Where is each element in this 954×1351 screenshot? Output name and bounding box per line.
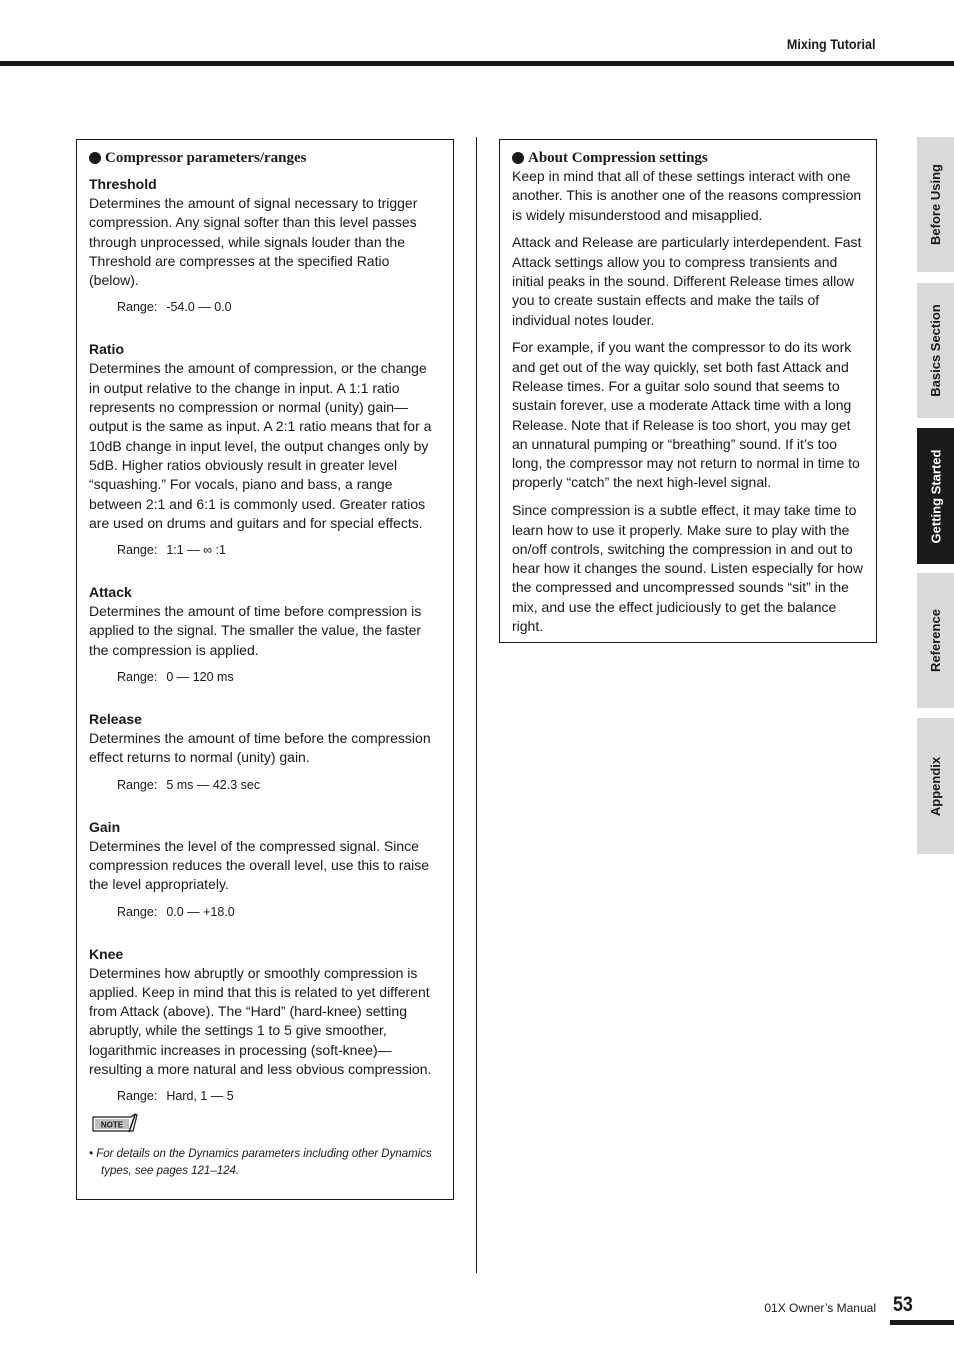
range-label: Range:	[117, 904, 158, 919]
range-value: -54.0 — 0.0	[166, 300, 232, 315]
tab-label: Appendix	[928, 756, 944, 816]
range-label: Range:	[117, 300, 158, 315]
footer-rule	[890, 1320, 954, 1325]
param-description: Determines the amount of time before the compression effect returns to normal (unity) gain.	[89, 730, 431, 766]
param-release	[89, 710, 441, 793]
note-text: • For details on the Dynamics parameters including other Dynamics types, see pages 121–124.	[89, 1148, 432, 1178]
param-attack	[89, 583, 441, 685]
param-description: Determines the amount of signal necessary to trigger compression. Any signal softer than this level passes through unprocessed, while signals louder than the Threshold are compresses at the specified Ratio (below).	[89, 195, 418, 289]
page-header-title: Mixing Tutorial	[787, 36, 876, 52]
tab-before-using[interactable]	[917, 137, 954, 272]
tab-getting-started[interactable]	[917, 428, 954, 564]
param-name: Release	[89, 711, 142, 728]
param-range	[117, 299, 441, 315]
range-value: 5 ms — 42.3 sec	[166, 777, 261, 792]
range-label: Range:	[117, 1089, 158, 1104]
note-label: NOTE	[100, 1120, 124, 1130]
param-gain	[89, 818, 441, 920]
param-range	[117, 904, 441, 920]
tab-label: Reference	[928, 609, 943, 672]
param-range	[117, 542, 441, 558]
note-icon	[91, 1112, 139, 1136]
param-name: Attack	[89, 584, 132, 601]
range-value: Hard, 1 — 5	[166, 1089, 234, 1104]
range-label: Range:	[117, 543, 158, 558]
param-ratio	[89, 340, 441, 558]
section-title-text: About Compression settings	[528, 150, 708, 166]
bullet-icon	[512, 152, 524, 164]
paragraph: For example, if you want the compressor to do its work and get out of the way quickly, set both fast Attack and Release times. For a guitar solo sound that seems to sustain forever, use a moderate Attack time with a long Release. Note that if Release is too short, you may get an unnatural pumping or “breathing” sound. If it’s too long, the compressor may not return to normal in time to properly “catch” the next high-level signal.	[512, 339, 860, 491]
tab-reference[interactable]	[917, 573, 954, 708]
bullet-icon	[89, 152, 101, 164]
section-title	[89, 149, 441, 167]
param-description: Determines the amount of time before compression is applied to the signal. The smaller the value, the faster the compression is applied.	[89, 603, 422, 658]
param-name: Ratio	[89, 341, 124, 358]
paragraph: Keep in mind that all of these settings interact with one another. This is another one of the reasons compression is widely misunderstood and misapplied.	[512, 168, 862, 223]
tab-appendix[interactable]	[917, 718, 954, 854]
param-description: Determines the amount of compression, or the change in output relative to the change in input. A 1:1 ratio represents no compression or normal (unity) gain—output is the same as input. A 2:1 ratio means that for a 10dB change in input level, the output changes only by 5dB. Higher ratios obviously result in greater level “squashing.” For vocals, piano and bass, a range between 2:1 and 6:1 is commonly used. Greater ratios are used on drums and guitars and for special effects.	[89, 360, 432, 531]
compression-settings-box	[499, 139, 877, 643]
paragraph: Since compression is a subtle effect, it may take time to learn how to use it properly. Make sure to play with the on/off controls, switching the compression in and out to hear how it changes the sound. Listen especially for how the compressed and uncompressed sounds “sit” in the mix, and use the effect judiciously to get the balance right.	[512, 502, 863, 635]
param-range	[117, 1088, 441, 1104]
param-range	[117, 777, 441, 793]
paragraph: Attack and Release are particularly interdependent. Fast Attack settings allow you to compress transients and initial peaks in the sound. Different Release times allow you to create sustain effects and make the tails of individual notes louder.	[512, 234, 862, 328]
param-name: Gain	[89, 818, 121, 835]
param-description: Determines the level of the compressed signal. Since compression reduces the overall level, use this to raise the level appropriately.	[89, 837, 430, 893]
page-number: 53	[893, 1293, 913, 1316]
tab-label: Before Using	[928, 164, 943, 245]
section-title-text: Compressor parameters/ranges	[105, 150, 307, 166]
tab-basics-section[interactable]	[917, 283, 954, 418]
param-knee	[89, 945, 441, 1105]
param-name: Threshold	[89, 176, 157, 192]
range-value: 1:1 — ∞ :1	[166, 543, 226, 558]
range-value: 0 — 120 ms	[166, 670, 234, 685]
compressor-parameters-box	[76, 139, 454, 1200]
param-range	[117, 669, 441, 685]
section-title	[512, 149, 864, 167]
param-name: Knee	[89, 945, 124, 962]
tab-label: Getting Started	[928, 449, 943, 543]
param-threshold	[89, 175, 441, 315]
tab-label: Basics Section	[928, 304, 943, 397]
header-rule	[0, 61, 954, 66]
column-divider	[476, 137, 477, 1273]
range-label: Range:	[117, 670, 158, 685]
footer-manual-name: 01X Owner’s Manual	[764, 1301, 876, 1315]
range-label: Range:	[117, 777, 158, 792]
range-value: 0.0 — +18.0	[166, 904, 235, 919]
param-description: Determines how abruptly or smoothly compression is applied. Keep in mind that this is related to yet different from Attack (above). The “Hard” (hard-knee) setting abruptly, while the settings 1 to 5 give smoother, logarithmic increases in processing (soft-knee)—resulting a more natural and less obvious compression.	[89, 964, 432, 1078]
